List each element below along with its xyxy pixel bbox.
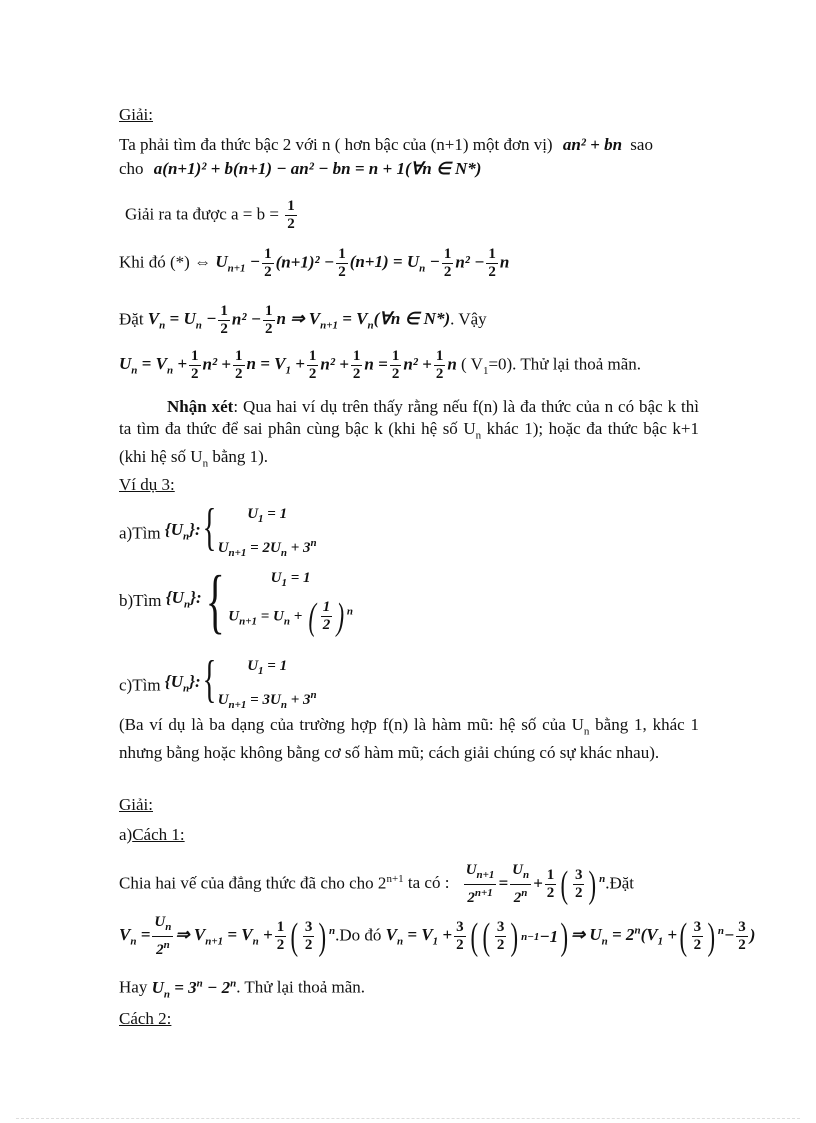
paragraph-2 xyxy=(119,158,481,180)
hay-text: Hay xyxy=(119,977,148,997)
heading-cach-2: Cách 2: xyxy=(119,1009,172,1028)
nhan-xet-label: Nhận xét xyxy=(167,397,234,416)
p1-sao: sao xyxy=(630,135,653,154)
equation-un-result: $U_n = V_n$ + $\frac{1}{2}$ n² + $\frac{1}{2}$ $n = V_1$ + $\frac{1}{2}$ n² + $\frac{1}{2}$ n = $\frac{1}{2}$ n² + $\frac{1}{2}$ n ( $V_1=0$). Thử lại thoả mãn. xyxy=(119,348,642,382)
fraction-one-half: $\frac{1}{2}$ xyxy=(287,198,295,232)
dat-label: Đặt xyxy=(119,309,144,329)
equation-vn: $V_n$ = $\frac{U_n}{2^n}$ ⇒ $V_{n+1} = V_n$ + $\frac{1}{2}$ ( $\frac{3}{2}$ ) $^n$.Do đó $V_n = V_1$ + $\frac{3}{2}$ ( ( $\frac{3}{2}$ ) n−1 −1 ) ⇒ $U_n = 2^n(V_1$ + ( $\frac{3}{2}$ ) $^n$− $\frac{3}{2}$ ) xyxy=(119,914,756,958)
p2-cho: cho xyxy=(119,159,144,178)
vay-text: . Vậy xyxy=(450,309,487,329)
paragraph-3 xyxy=(125,198,299,233)
page-bottom-divider xyxy=(16,1118,800,1119)
p1-expression: an² + bn xyxy=(562,135,623,154)
equation-dat-v: Đặt $V_n = U_n$ − $\frac{1}{2}$ n² − $\frac{1}{2}$ n ⇒ $V_{n+1}$ = $V_n(\forall n$ ∈ N*). Vậy xyxy=(119,303,487,337)
system-b: b)Tìm $\{U_n\}$: { $U_1 = 1$ $U_{n+1} = U_n$ + ( $\frac{1}{2}$ ) $^n$ xyxy=(119,561,353,641)
p2-expression: a(n+1)² + b(n+1) − an² − bn = n + 1(∀n ∈ N*) xyxy=(153,159,482,178)
cach-1-prefix: a) xyxy=(119,825,133,844)
heading-giai-1: Giải: xyxy=(119,105,153,124)
equation-hay: Hay $U_n = 3^n - 2^n$. Thử lại thoả mãn. xyxy=(119,977,366,1001)
tim-c-label: c)Tìm xyxy=(119,675,161,695)
tim-a-label: a)Tìm xyxy=(119,523,161,543)
cach-1-line xyxy=(119,824,185,846)
ba-vi-du-paragraph: (Ba ví dụ là ba dạng của trường hợp f(n) là hàm mũ: hệ số của $U_n$ bằng 1, khác 1 nhưng bằng hoặc không bằng cơ số hàm mũ; cách giải chúng có sự khác nhau). xyxy=(119,715,699,763)
heading-giai-2: Giải: xyxy=(119,795,153,814)
v1-note: ( V xyxy=(461,354,483,374)
v1-note-sub: 1 xyxy=(482,364,489,377)
heading-vi-du-3: Ví dụ 3: xyxy=(119,475,175,494)
p3-text: Giải ra ta được a = b = xyxy=(125,204,279,224)
v1-note-end: =0). Thử lại thoả mãn. xyxy=(488,354,642,374)
system-c: c)Tìm $\{U_n\}$: { $U_1 = 1$ $U_{n+1} = 3U_n + 3^n$ xyxy=(119,651,317,711)
p1-text: Ta phải tìm đa thức bậc 2 với n ( hơn bậc của (n+1) một đơn vị) xyxy=(119,135,553,154)
equation-chia: Chia hai vế của đẳng thức đã cho cho $2^{n+1}$ ta có : $\frac{U_{n+1}}{2^{n+1}}$ = $\frac{U_n}{2^n}$ + $\frac{1}{2}$ ( $\frac{3}{2}$ ) $^n$.Đặt xyxy=(119,862,635,906)
heading-cach-1: Cách 1: xyxy=(132,825,185,844)
nhan-xet-paragraph: Nhận xét: Qua hai ví dụ trên thấy rằng nếu f(n) là đa thức của n có bậc k thì ta tìm đa thức để sai phân cùng bậc k (khi hệ số $U_n$ khác 1); hoặc đa thức bậc k+1 (khi hệ số $U_n$ bằng 1). xyxy=(119,397,699,470)
tim-b-label: b)Tìm xyxy=(119,591,162,610)
system-a: a)Tìm $\{U_n\}$: { $U_1 = 1$ $U_{n+1} = 2U_n + 3^n$ xyxy=(119,499,317,559)
paragraph-1 xyxy=(119,134,653,156)
khi-do-text: Khi đó (*) xyxy=(119,252,190,272)
equation-khi-do: Khi đó (*) ⇔ $U_{n+1}$ − $\frac{1}{2}$ (n+1)² − $\frac{1}{2}$ $(n+1) = U_n$ − $\frac{1}{2}$ n² − $\frac{1}{2}$ n xyxy=(119,246,510,280)
